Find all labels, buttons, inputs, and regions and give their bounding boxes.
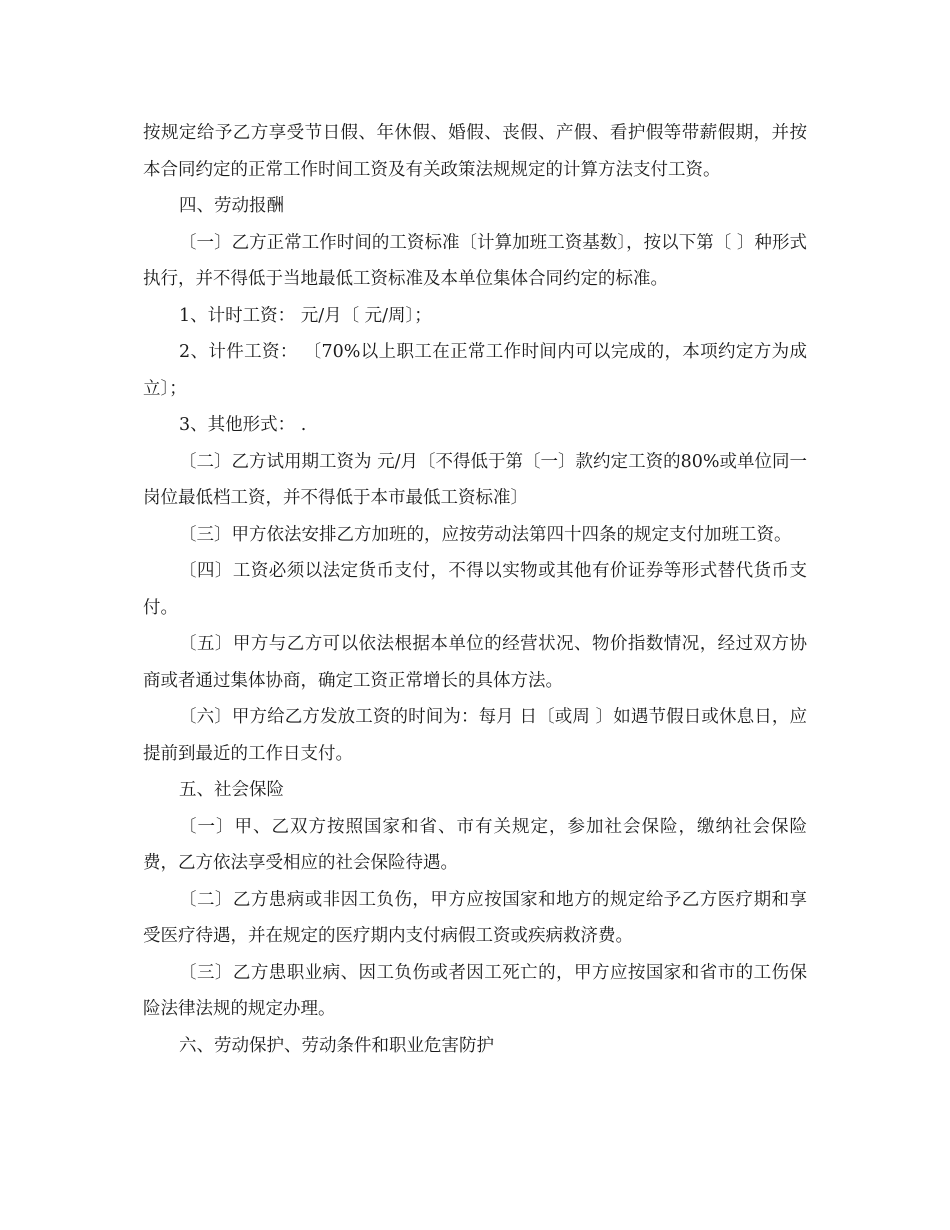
- paragraph-overtime-pay: 〔三〕甲方依法安排乙方加班的，应按劳动法第四十四条的规定支付加班工资。: [179, 524, 792, 545]
- paragraph-pay-date: 〔六〕甲方给乙方发放工资的时间为：每月 日〔或周 〕如遇节假日或休息日，应提前到最近的工作日支付。: [143, 707, 807, 764]
- paragraph-piece-wage: 2、计件工资： 〔70%以上职工在正常工作时间内可以完成的，本项约定方为成立〕；: [143, 342, 807, 399]
- heading-labor-protection: 六、劳动保护、劳动条件和职业危害防护: [179, 1035, 494, 1056]
- paragraph-other-forms: 3、其他形式： .: [179, 415, 307, 435]
- paragraph-time-wage: 1、计时工资： 元/月〔 元/周〕；: [179, 305, 432, 326]
- paragraph-probation-wage: 〔二〕乙方试用期工资为 元/月〔不得低于第〔一〕款约定工资的80%或单位同一岗位最低档工资，并不得低于本市最低工资标准〕: [143, 451, 807, 508]
- paragraph-work-injury: 〔三〕乙方患职业病、因工负伤或者因工死亡的，甲方应按国家和省市的工伤保险法律法规的规定办理。: [143, 962, 807, 1019]
- paragraph-paid-leave: 按规定给予乙方享受节日假、年休假、婚假、丧假、产假、看护假等带薪假期，并按本合同约定的正常工作时间工资及有关政策法规规定的计算方法支付工资。: [143, 123, 807, 180]
- paragraph-wage-standard: 〔一〕乙方正常工作时间的工资标准〔计算加班工资基数〕，按以下第〔 〕种形式执行，并不得低于当地最低工资标准及本单位集体合同约定的标准。: [143, 232, 807, 289]
- paragraph-currency-payment: 〔四〕工资必须以法定货币支付，不得以实物或其他有价证券等形式替代货币支付。: [143, 561, 807, 618]
- heading-labor-remuneration: 四、劳动报酬: [179, 196, 284, 216]
- document-page: [143, 115, 807, 1064]
- paragraph-insurance-participation: 〔一〕甲、乙双方按照国家和省、市有关规定，参加社会保险，缴纳社会保险费，乙方依法享受相应的社会保险待遇。: [143, 816, 807, 873]
- paragraph-wage-growth: 〔五〕甲方与乙方可以依法根据本单位的经营状况、物价指数情况，经过双方协商或者通过集体协商，确定工资正常增长的具体方法。: [143, 634, 807, 691]
- heading-social-insurance: 五、社会保险: [179, 780, 284, 800]
- paragraph-sick-leave: 〔二〕乙方患病或非因工负伤，甲方应按国家和地方的规定给予乙方医疗期和享受医疗待遇，并在规定的医疗期内支付病假工资或疾病救济费。: [143, 889, 807, 946]
